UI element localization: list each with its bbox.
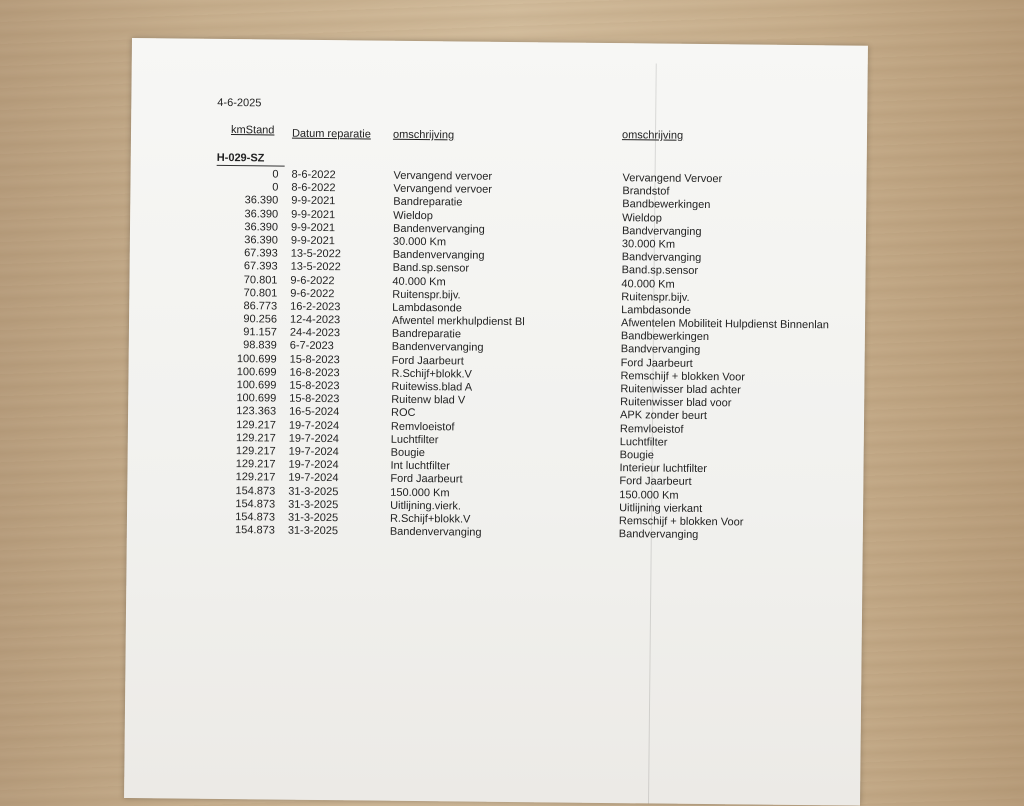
description-short: Ruitenw blad V xyxy=(391,393,466,407)
km-value: 67.393 xyxy=(244,247,278,260)
repair-date: 24-4-2023 xyxy=(289,326,341,340)
km-value: 90.256 xyxy=(243,313,278,326)
description-full: Band.sp.sensor xyxy=(621,264,699,278)
km-value: 70.801 xyxy=(243,273,278,287)
repair-date: 9-6-2022 xyxy=(290,274,335,287)
description-short: Ruitenspr.bijv. xyxy=(392,288,461,302)
license-plate: H-029-SZ xyxy=(216,151,265,165)
repair-date: 31-3-2025 xyxy=(287,524,339,538)
description-short: 150.000 Km xyxy=(390,486,450,499)
repair-date: 13-5-2022 xyxy=(290,260,341,274)
description-full: Afwentelen Mobiliteit Hulpdienst Binnenlan xyxy=(620,317,829,332)
description-full: Remvloeistof xyxy=(619,422,684,436)
description-short: Bandenvervanging xyxy=(392,222,485,236)
repair-date: 16-2-2023 xyxy=(290,300,341,314)
km-value: 36.390 xyxy=(244,194,279,207)
description-full: Interieur luchtfilter xyxy=(619,462,708,476)
description-short: Bandreparatie xyxy=(391,327,462,341)
description-short: Vervangend vervoer xyxy=(393,169,493,183)
print-date: 4-6-2025 xyxy=(217,96,262,110)
description-full: Ruitenspr.bijv. xyxy=(621,290,690,304)
description-short: ROC xyxy=(391,407,416,420)
km-value: 70.801 xyxy=(243,286,278,300)
description-short: Bougie xyxy=(390,446,425,460)
description-short: Bandenvervanging xyxy=(392,248,485,262)
repair-date: 31-3-2025 xyxy=(288,485,339,498)
repair-date: 9-9-2021 xyxy=(290,221,336,234)
km-value: 0 xyxy=(272,168,279,181)
description-short: Ford Jaarbeurt xyxy=(390,473,463,486)
km-value: 36.390 xyxy=(244,207,279,221)
description-full: Ford Jaarbeurt xyxy=(619,475,692,489)
description-short: 40.000 Km xyxy=(392,275,446,288)
description-short: Vervangend vervoer xyxy=(393,182,492,196)
printed-sheet xyxy=(124,38,868,806)
repair-date: 9-9-2021 xyxy=(290,234,335,248)
repair-date: 19-7-2024 xyxy=(288,432,340,445)
repair-date: 16-5-2024 xyxy=(289,406,340,419)
description-short: Bandenvervanging xyxy=(389,525,482,539)
description-full: Luchtfilter xyxy=(619,435,668,449)
km-value: 98.839 xyxy=(243,339,277,352)
description-full: Bandvervanging xyxy=(620,343,701,357)
km-value: 129.217 xyxy=(235,445,276,458)
repair-date: 6-7-2023 xyxy=(289,340,334,353)
description-short: R.Schijf+blokk.V xyxy=(391,367,472,381)
description-full: Bandvervanging xyxy=(618,528,699,542)
description-full: Ford Jaarbeurt xyxy=(620,356,693,370)
km-value: 129.217 xyxy=(235,431,276,445)
repair-date: 19-7-2024 xyxy=(288,458,339,472)
description-short: Bandreparatie xyxy=(393,196,463,209)
description-short: Uitlijning.vierk. xyxy=(390,499,462,513)
description-full: Ruitenwisser blad achter xyxy=(620,383,741,397)
repair-date: 9-6-2022 xyxy=(290,287,335,300)
km-value: 154.873 xyxy=(235,497,276,511)
header-datum-reparatie: Datum reparatie xyxy=(291,127,371,141)
km-value: 129.217 xyxy=(235,458,276,471)
description-full: Vervangend Vervoer xyxy=(622,172,723,186)
repair-date: 13-5-2022 xyxy=(290,247,341,261)
description-short: Luchtfilter xyxy=(390,433,439,446)
description-full: Brandstof xyxy=(622,185,670,198)
repair-date: 19-7-2024 xyxy=(288,419,340,432)
repair-date: 15-8-2023 xyxy=(289,379,340,393)
km-value: 67.393 xyxy=(243,260,278,273)
repair-date: 15-8-2023 xyxy=(289,392,340,406)
km-value: 129.217 xyxy=(236,418,277,432)
description-short: Band.sp.sensor xyxy=(392,262,470,275)
header-omschrijving-2: omschrijving xyxy=(621,129,684,142)
repair-date: 16-8-2023 xyxy=(289,366,340,380)
km-value: 129.217 xyxy=(235,471,276,484)
repair-date: 19-7-2024 xyxy=(288,445,339,459)
repair-date: 31-3-2025 xyxy=(287,511,339,525)
description-short: Afwentel merkhulpdienst Bl xyxy=(391,314,525,329)
km-value: 36.390 xyxy=(244,234,278,247)
repair-date: 19-7-2024 xyxy=(288,471,339,485)
km-value: 100.699 xyxy=(236,365,277,379)
repair-date: 8-6-2022 xyxy=(291,181,336,195)
description-full: Ruitenwisser blad voor xyxy=(620,396,732,410)
description-full: APK zonder beurt xyxy=(620,409,707,423)
description-full: Remschijf + blokken Voor xyxy=(618,515,744,529)
repair-date: 15-8-2023 xyxy=(289,353,340,366)
description-short: Lambdasonde xyxy=(392,301,462,315)
description-full: Remschijf + blokken Voor xyxy=(620,369,745,384)
repair-date: 9-9-2021 xyxy=(291,195,336,208)
description-full: Uitlijning vierkant xyxy=(619,501,703,515)
description-short: Ruitewiss.blad A xyxy=(391,380,473,394)
description-short: Int luchtfilter xyxy=(390,459,450,473)
description-full: 30.000 Km xyxy=(621,238,676,251)
description-full: Bandbewerkingen xyxy=(622,198,711,212)
km-value: 154.873 xyxy=(235,484,276,498)
km-value: 86.773 xyxy=(243,300,278,313)
description-short: Remvloeistof xyxy=(390,420,455,433)
header-omschrijving-1: omschrijving xyxy=(392,128,455,142)
km-value: 100.699 xyxy=(236,379,277,392)
repair-table xyxy=(127,167,867,544)
description-full: Bandvervanging xyxy=(621,224,702,238)
km-value: 36.390 xyxy=(244,220,279,234)
header-kmstand: kmStand xyxy=(230,124,275,137)
plate-underline xyxy=(217,165,285,167)
km-value: 154.873 xyxy=(235,524,275,537)
description-short: Bandenvervanging xyxy=(391,341,484,355)
repair-date: 9-9-2021 xyxy=(291,208,336,221)
repair-date: 8-6-2022 xyxy=(291,168,336,182)
description-full: Wieldop xyxy=(622,211,662,225)
repair-date: 31-3-2025 xyxy=(288,498,339,511)
repair-date: 12-4-2023 xyxy=(289,313,341,327)
km-value: 91.157 xyxy=(243,326,277,339)
description-short: 30.000 Km xyxy=(392,235,447,249)
km-value: 100.699 xyxy=(236,392,277,405)
km-value: 123.363 xyxy=(236,405,277,418)
description-full: Bandvervanging xyxy=(621,251,702,265)
description-full: 40.000 Km xyxy=(621,277,675,291)
description-short: Wieldop xyxy=(393,209,433,222)
description-full: Lambdasonde xyxy=(621,304,691,317)
description-short: R.Schijf+blokk.V xyxy=(389,512,471,526)
description-full: 150.000 Km xyxy=(619,488,679,502)
description-full: Bandbewerkingen xyxy=(620,330,710,344)
km-value: 0 xyxy=(272,181,279,194)
km-value: 100.699 xyxy=(236,352,277,366)
km-value: 154.873 xyxy=(235,510,276,524)
description-short: Ford Jaarbeurt xyxy=(391,354,464,368)
description-full: Bougie xyxy=(619,449,654,462)
